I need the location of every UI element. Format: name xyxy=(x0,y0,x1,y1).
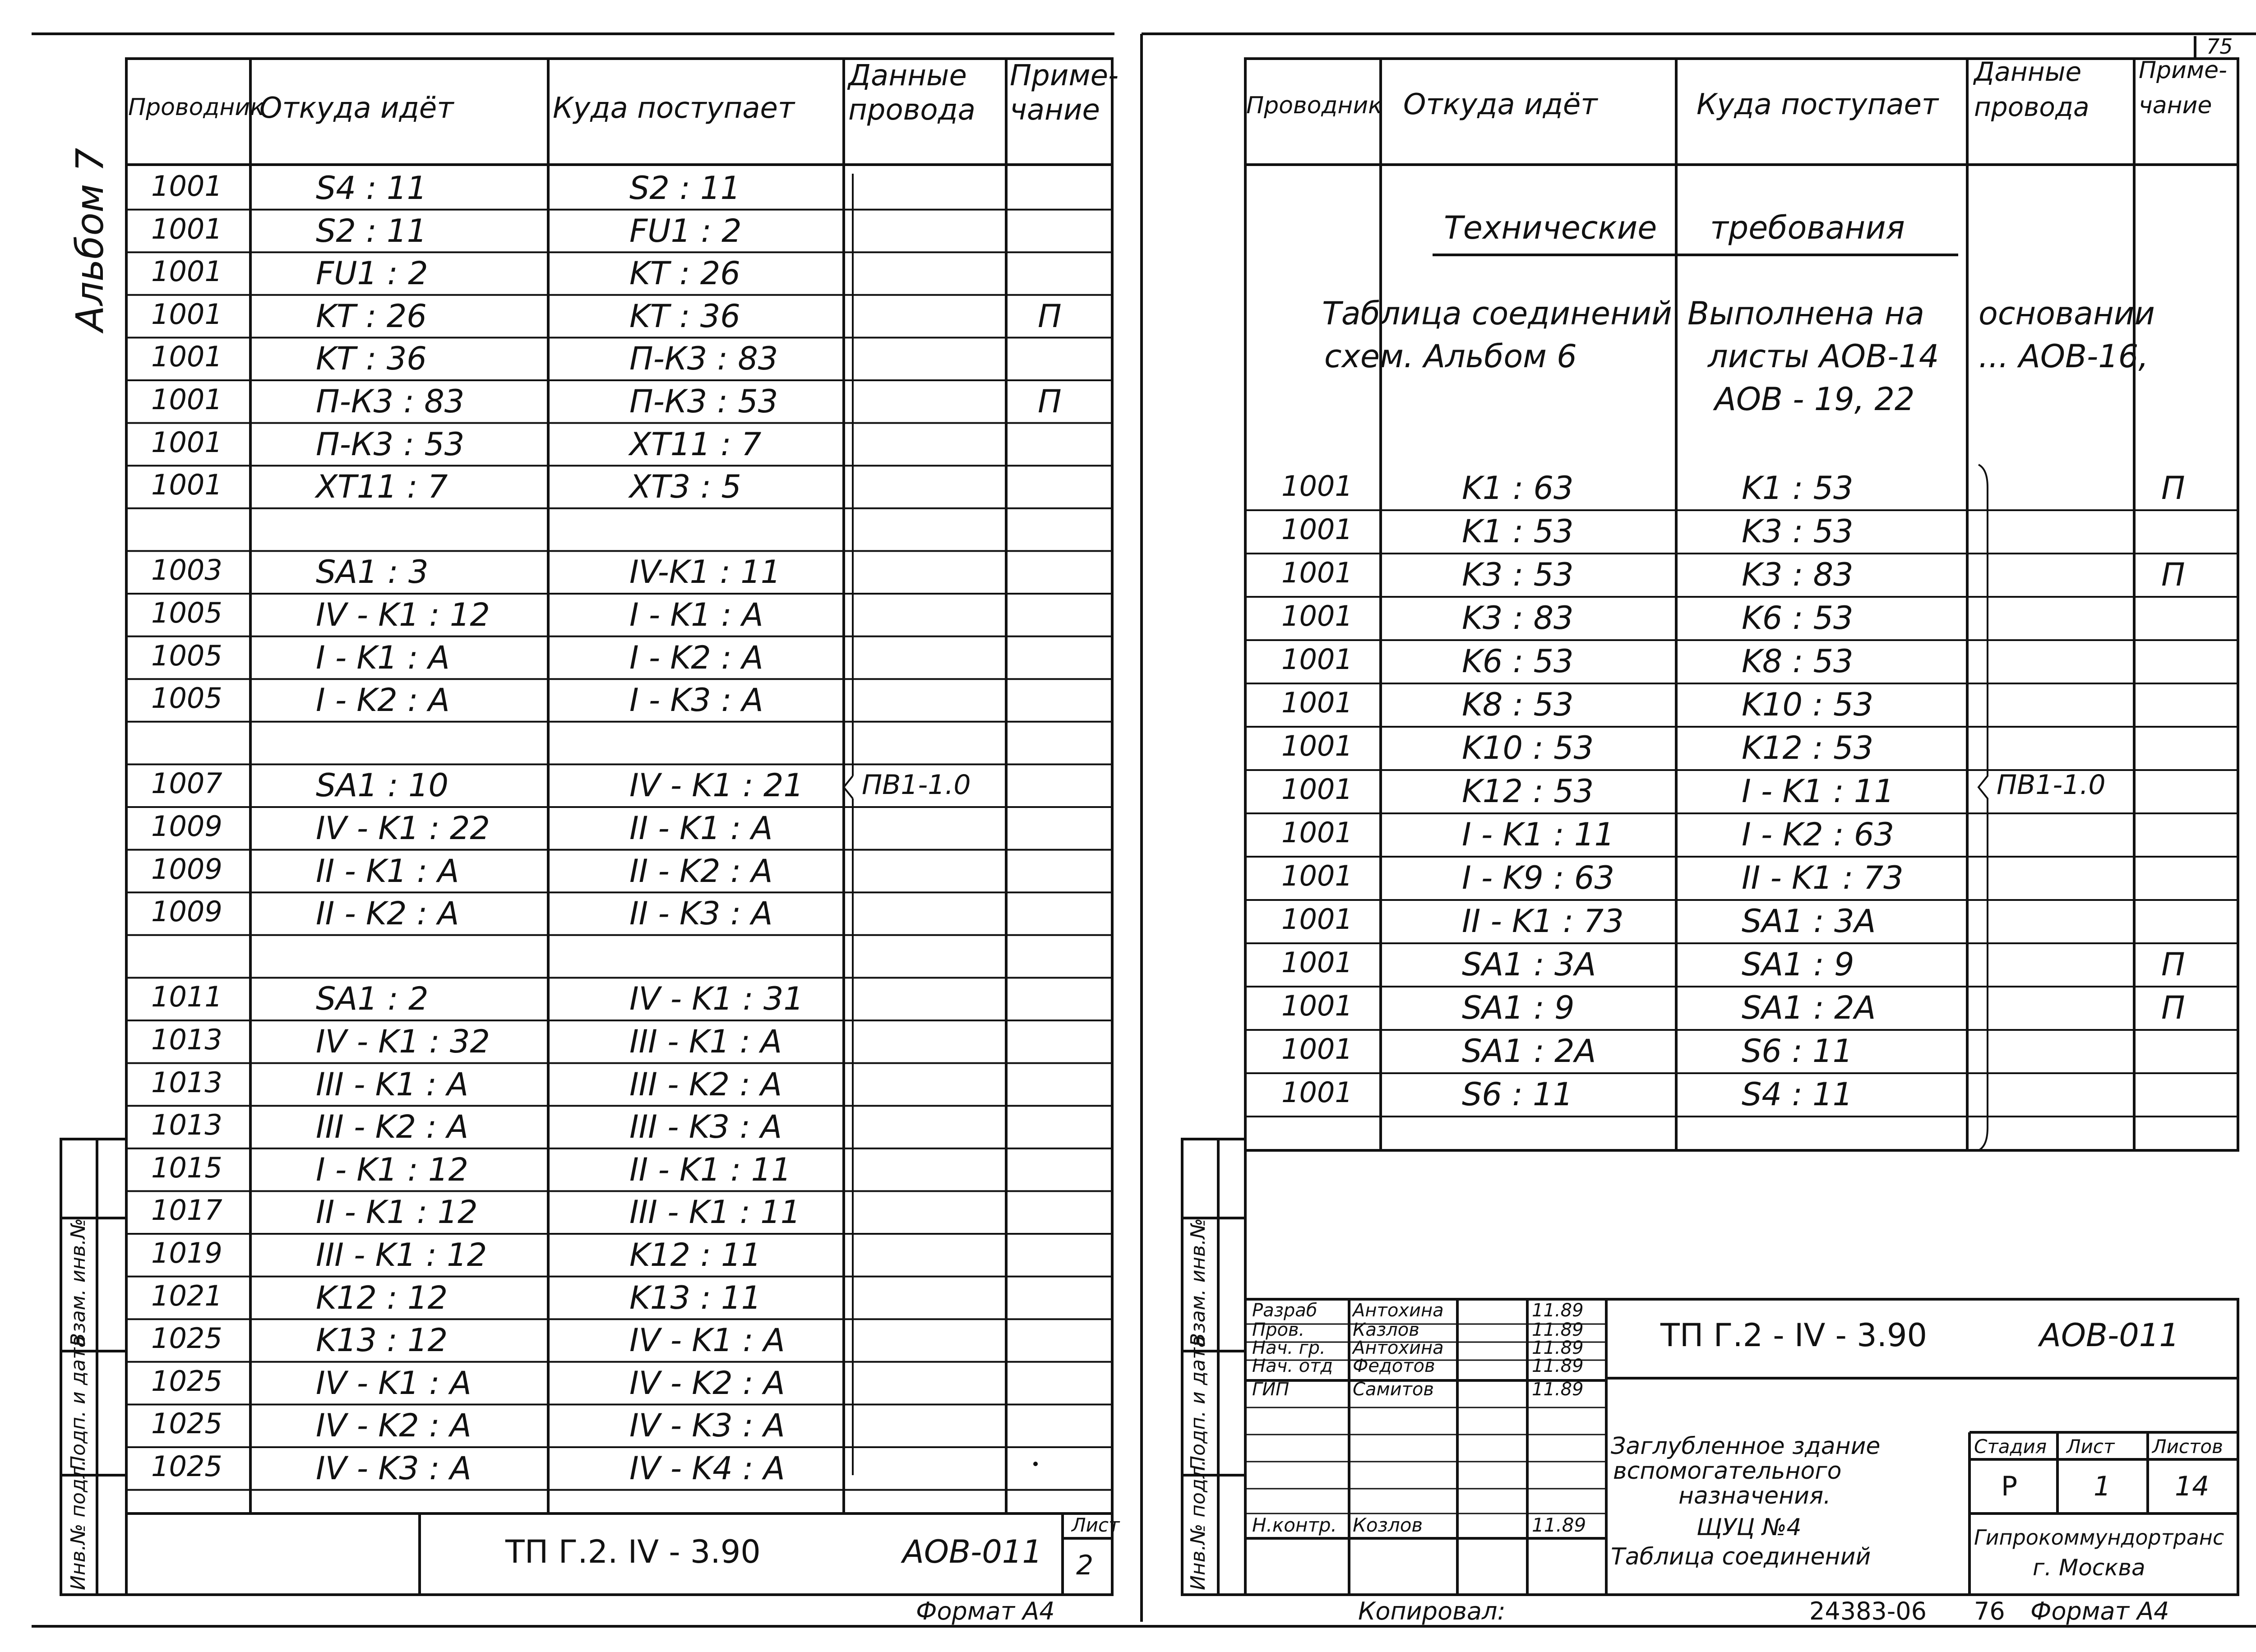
object-line-3: назначения. xyxy=(1678,1482,1831,1509)
right-cell-conductor: 1001 xyxy=(1281,816,1353,849)
left-cell-conductor: 1017 xyxy=(151,1194,222,1227)
tech-text-3b: АОВ - 19, 22 xyxy=(1715,381,1915,418)
right-cell-from: K12 : 53 xyxy=(1462,773,1594,810)
title-block-code: ТП Г.2 - IV - 3.90 xyxy=(1660,1317,1928,1354)
left-cell-to: III - K1 : 11 xyxy=(629,1194,801,1231)
right-cell-from: II - K1 : 73 xyxy=(1462,903,1624,940)
right-header-from: Откуда идёт xyxy=(1403,88,1598,121)
left-header-to: Куда поступает xyxy=(553,92,795,125)
left-cell-conductor: 1025 xyxy=(151,1322,222,1355)
right-cell-from: K3 : 83 xyxy=(1462,600,1574,637)
left-cell-to: IV - K2 : A xyxy=(629,1364,785,1402)
left-cell-to: FU1 : 2 xyxy=(629,212,742,249)
right-side-vzam-inv: Взам. инв.№ xyxy=(1187,1218,1210,1347)
right-header-conductor: Проводник xyxy=(1246,92,1382,119)
left-cell-from: FU1 : 2 xyxy=(316,255,428,292)
right-cell-conductor: 1001 xyxy=(1281,903,1353,936)
right-cell-conductor: 1001 xyxy=(1281,859,1353,892)
left-cell-conductor: 1005 xyxy=(151,682,222,715)
right-header-note-2: чание xyxy=(2139,92,2212,119)
left-cell-to: II - K1 : A xyxy=(629,810,773,847)
left-cell-conductor: 1015 xyxy=(151,1151,222,1184)
right-header-to: Куда поступает xyxy=(1697,88,1939,121)
footer-format: Формат А4 xyxy=(2030,1597,2169,1625)
right-cell-to: K6 : 53 xyxy=(1742,600,1854,637)
tech-text-1b: Выполнена на xyxy=(1687,295,1925,332)
right-cell-to: S4 : 11 xyxy=(1742,1076,1853,1113)
right-cell-to: I - K1 : 11 xyxy=(1742,773,1895,810)
right-wire-spec: ПВ1-1.0 xyxy=(1997,769,2106,801)
tech-text-2c: ... АОВ-16, xyxy=(1979,338,2149,375)
right-cell-conductor: 1001 xyxy=(1281,470,1353,503)
left-cell-from: III - K1 : A xyxy=(316,1066,469,1103)
left-cell-from: S2 : 11 xyxy=(316,212,427,249)
left-cell-to: П-К3 : 83 xyxy=(629,340,778,378)
left-header-conductor: Проводник xyxy=(128,94,264,121)
left-cell-conductor: 1005 xyxy=(151,596,222,629)
normcontrol-date: 11.89 xyxy=(1532,1514,1586,1536)
tech-title-1: Технические xyxy=(1444,209,1657,246)
sheets-value: 14 xyxy=(2175,1471,2210,1502)
left-cell-to: K13 : 11 xyxy=(629,1279,762,1316)
left-cell-from: S4 : 11 xyxy=(316,170,427,207)
right-cell-conductor: 1001 xyxy=(1281,1076,1353,1109)
right-header-wire-data-2: провода xyxy=(1974,92,2090,122)
right-cell-conductor: 1001 xyxy=(1281,556,1353,589)
left-cell-to: III - K3 : A xyxy=(629,1108,782,1146)
left-cell-from: I - K1 : 12 xyxy=(316,1151,469,1188)
left-cell-from: III - K1 : 12 xyxy=(316,1237,487,1274)
right-cell-conductor: 1001 xyxy=(1281,989,1353,1022)
right-cell-from: K10 : 53 xyxy=(1462,729,1594,766)
right-cell-to: I - K2 : 63 xyxy=(1742,816,1895,853)
right-cell-from: SA1 : 2A xyxy=(1462,1033,1596,1070)
left-cell-to: I - K3 : A xyxy=(629,682,763,719)
left-cell-to: KT : 36 xyxy=(629,297,740,335)
left-cell-conductor: 1001 xyxy=(151,212,222,245)
left-cell-conductor: 1009 xyxy=(151,810,222,843)
left-cell-conductor: 1001 xyxy=(151,170,222,203)
right-cell-to: K1 : 53 xyxy=(1742,470,1854,507)
left-cell-to: IV - K1 : 21 xyxy=(629,767,804,804)
sheet-value: 1 xyxy=(2094,1471,2111,1502)
right-cell-to: K3 : 83 xyxy=(1742,556,1854,593)
left-cell-from: I - K1 : A xyxy=(316,639,450,676)
right-cell-note: П xyxy=(2161,556,2185,593)
stage-label: Стадия xyxy=(1974,1435,2047,1458)
left-cell-conductor: 1013 xyxy=(151,1023,222,1056)
left-stamp-doc: АОВ-011 xyxy=(902,1533,1042,1570)
left-cell-from: K12 : 12 xyxy=(316,1279,448,1316)
left-wire-spec: ПВ1-1.0 xyxy=(862,769,971,801)
left-cell-conductor: 1021 xyxy=(151,1279,222,1312)
left-cell-to: K12 : 11 xyxy=(629,1237,762,1274)
left-cell-conductor: 1001 xyxy=(151,383,222,416)
left-stamp-sheet-no: 2 xyxy=(1076,1550,1094,1581)
left-cell-conductor: 1013 xyxy=(151,1108,222,1142)
signer-name: Федотов xyxy=(1353,1356,1435,1376)
left-cell-from: IV - K2 : A xyxy=(316,1407,472,1444)
left-cell-from: IV - K1 : 32 xyxy=(316,1023,490,1060)
right-cell-conductor: 1001 xyxy=(1281,729,1353,762)
footer-page: 76 xyxy=(1974,1597,2005,1625)
signer-date: 11.89 xyxy=(1532,1356,1584,1376)
right-cell-to: S6 : 11 xyxy=(1742,1033,1853,1070)
right-cell-from: I - K1 : 11 xyxy=(1462,816,1615,853)
left-header-note-1: Приме- xyxy=(1010,59,1119,92)
signer-role: Нач. гр. xyxy=(1252,1338,1326,1358)
right-cell-conductor: 1001 xyxy=(1281,773,1353,806)
left-side-inv-podl: Инв.№ подл. xyxy=(67,1459,90,1590)
org-line-2: г. Москва xyxy=(2033,1555,2145,1581)
right-cell-conductor: 1001 xyxy=(1281,600,1353,632)
signer-date: 11.89 xyxy=(1532,1379,1584,1400)
right-cell-note: П xyxy=(2161,470,2185,507)
album-label: Альбом 7 xyxy=(68,148,112,332)
left-cell-to: IV - K3 : A xyxy=(629,1407,785,1444)
left-stamp-code: ТП Г.2. IV - 3.90 xyxy=(505,1533,761,1570)
signer-date: 11.89 xyxy=(1532,1338,1584,1358)
right-cell-from: SA1 : 9 xyxy=(1462,989,1575,1026)
tech-text-2b: листы АОВ-14 xyxy=(1708,338,1939,375)
right-cell-to: K10 : 53 xyxy=(1742,686,1874,723)
object-line-2: вспомогательного xyxy=(1613,1458,1842,1485)
right-cell-from: K1 : 53 xyxy=(1462,513,1574,550)
left-cell-conductor: 1025 xyxy=(151,1407,222,1440)
left-cell-from: SA1 : 2 xyxy=(316,980,429,1018)
signer-name: Казлов xyxy=(1353,1320,1419,1340)
left-stamp-format: Формат А4 xyxy=(916,1597,1055,1625)
sheet-label: Лист xyxy=(2066,1435,2115,1458)
right-side-podp-data: Подп. и дата xyxy=(1187,1335,1210,1471)
left-cell-conductor: 1001 xyxy=(151,425,222,459)
left-cell-from: XT11 : 7 xyxy=(316,468,448,506)
left-cell-to: S2 : 11 xyxy=(629,170,741,207)
signer-role: ГИП xyxy=(1252,1379,1290,1400)
left-side-vzam-inv: Взам. инв.№ xyxy=(67,1218,90,1347)
right-cell-from: SA1 : 3A xyxy=(1462,946,1596,983)
left-cell-conductor: 1001 xyxy=(151,297,222,331)
object-line-4: ЩУЦ №4 xyxy=(1697,1514,1802,1541)
left-cell-conductor: 1025 xyxy=(151,1450,222,1483)
right-cell-to: SA1 : 2A xyxy=(1742,989,1876,1026)
org-line-1: Гипрокоммундортранс xyxy=(1974,1525,2224,1550)
tech-text-1a: Таблица соединений xyxy=(1322,295,1672,332)
left-cell-conductor: 1001 xyxy=(151,255,222,288)
right-cell-conductor: 1001 xyxy=(1281,643,1353,676)
signer-role: Пров. xyxy=(1252,1320,1305,1340)
left-cell-to: KT : 26 xyxy=(629,255,740,292)
left-cell-conductor: 1019 xyxy=(151,1237,222,1269)
left-cell-from: KT : 26 xyxy=(316,297,427,335)
right-header-note-1: Приме- xyxy=(2139,57,2227,84)
left-cell-to: I - K1 : A xyxy=(629,596,763,633)
normcontrol-role: Н.контр. xyxy=(1252,1514,1337,1536)
right-cell-conductor: 1001 xyxy=(1281,1033,1353,1066)
left-cell-from: SA1 : 3 xyxy=(316,554,429,591)
left-header-wire-data-1: Данные xyxy=(848,59,967,92)
left-cell-from: II - K1 : 12 xyxy=(316,1194,478,1231)
title-block-doc: АОВ-011 xyxy=(2039,1317,2179,1354)
right-cell-note: П xyxy=(2161,989,2185,1026)
tech-title-2: требования xyxy=(1710,209,1905,246)
left-cell-to: П-К3 : 53 xyxy=(629,383,778,420)
left-cell-conductor: 1013 xyxy=(151,1066,222,1099)
left-cell-from: IV - K1 : 22 xyxy=(316,810,490,847)
right-cell-note: П xyxy=(2161,946,2185,983)
left-cell-to: II - K2 : A xyxy=(629,852,773,890)
left-cell-note: П xyxy=(1038,383,1062,420)
left-cell-from: II - K1 : A xyxy=(316,852,459,890)
normcontrol-name: Козлов xyxy=(1353,1514,1423,1536)
left-cell-from: IV - K1 : A xyxy=(316,1364,472,1402)
left-cell-from: IV - K3 : A xyxy=(316,1450,472,1487)
left-cell-conductor: 1001 xyxy=(151,340,222,374)
page-number: 75 xyxy=(2206,34,2233,59)
signer-name: Антохина xyxy=(1353,1338,1444,1358)
left-cell-to: XT3 : 5 xyxy=(629,468,741,506)
left-cell-from: II - K2 : A xyxy=(316,895,459,932)
signer-name: Самитов xyxy=(1353,1379,1434,1400)
right-cell-from: I - K9 : 63 xyxy=(1462,859,1615,896)
right-cell-conductor: 1001 xyxy=(1281,513,1353,546)
signer-role: Разраб xyxy=(1252,1300,1318,1321)
left-cell-from: KT : 36 xyxy=(316,340,427,378)
stage-value: Р xyxy=(2001,1471,2018,1502)
left-cell-to: III - K1 : A xyxy=(629,1023,782,1060)
footer-number: 24383-06 xyxy=(1809,1597,1927,1625)
left-cell-conductor: 1011 xyxy=(151,980,222,1014)
right-cell-to: K8 : 53 xyxy=(1742,643,1854,680)
object-line-5: Таблица соединений xyxy=(1611,1543,1871,1570)
right-cell-to: SA1 : 3A xyxy=(1742,903,1876,940)
tech-text-1c: основании xyxy=(1979,295,2155,332)
left-cell-conductor: 1009 xyxy=(151,895,222,928)
left-cell-to: II - K3 : A xyxy=(629,895,773,932)
right-cell-from: K6 : 53 xyxy=(1462,643,1574,680)
left-side-podp-data: Подп. и дата xyxy=(67,1335,90,1471)
tech-text-2a: схем. Альбом 6 xyxy=(1324,338,1577,375)
left-cell-to: IV - K1 : A xyxy=(629,1322,785,1359)
left-cell-to: III - K2 : A xyxy=(629,1066,782,1103)
left-cell-conductor: 1025 xyxy=(151,1364,222,1398)
right-side-inv-podl: Инв.№ подл. xyxy=(1187,1459,1210,1590)
left-cell-from: П-К3 : 53 xyxy=(316,425,465,463)
left-header-from: Откуда идёт xyxy=(259,92,454,125)
signer-date: 11.89 xyxy=(1532,1320,1584,1340)
left-header-wire-data-2: провода xyxy=(848,93,975,127)
right-cell-from: S6 : 11 xyxy=(1462,1076,1573,1113)
left-cell-to: II - K1 : 11 xyxy=(629,1151,791,1188)
left-cell-to: IV - K1 : 31 xyxy=(629,980,804,1018)
right-cell-to: K12 : 53 xyxy=(1742,729,1874,766)
left-cell-from: I - K2 : A xyxy=(316,682,450,719)
left-cell-conductor: 1003 xyxy=(151,554,222,587)
left-cell-from: K13 : 12 xyxy=(316,1322,448,1359)
right-cell-from: K3 : 53 xyxy=(1462,556,1574,593)
right-cell-conductor: 1001 xyxy=(1281,686,1353,719)
left-cell-to: I - K2 : A xyxy=(629,639,763,676)
left-cell-conductor: 1001 xyxy=(151,468,222,502)
left-cell-to: XT11 : 7 xyxy=(629,425,762,463)
right-cell-from: K8 : 53 xyxy=(1462,686,1574,723)
left-cell-from: П-К3 : 83 xyxy=(316,383,465,420)
right-header-wire-data-1: Данные xyxy=(1974,56,2082,87)
right-cell-to: K3 : 53 xyxy=(1742,513,1854,550)
left-stamp-sheet-label: Лист xyxy=(1072,1514,1120,1536)
right-cell-conductor: 1001 xyxy=(1281,946,1353,979)
right-cell-from: K1 : 63 xyxy=(1462,470,1574,507)
sheets-label: Листов xyxy=(2152,1435,2223,1458)
signer-date: 11.89 xyxy=(1532,1300,1584,1321)
object-line-1: Заглубленное здание xyxy=(1611,1433,1881,1460)
left-header-note-2: чание xyxy=(1010,93,1100,127)
left-cell-note: П xyxy=(1038,297,1062,335)
left-cell-to: IV - K4 : A xyxy=(629,1450,785,1487)
left-cell-from: III - K2 : A xyxy=(316,1108,469,1146)
left-cell-from: IV - K1 : 12 xyxy=(316,596,490,633)
signer-name: Антохина xyxy=(1353,1300,1444,1321)
right-cell-to: SA1 : 9 xyxy=(1742,946,1854,983)
footer-copied: Копировал: xyxy=(1358,1597,1506,1625)
right-cell-to: II - K1 : 73 xyxy=(1742,859,1904,896)
left-cell-conductor: 1007 xyxy=(151,767,222,800)
left-cell-to: IV-K1 : 11 xyxy=(629,554,781,591)
left-cell-from: SA1 : 10 xyxy=(316,767,449,804)
left-cell-conductor: 1009 xyxy=(151,852,222,886)
signer-role: Нач. отд xyxy=(1252,1356,1333,1376)
left-cell-conductor: 1005 xyxy=(151,639,222,672)
